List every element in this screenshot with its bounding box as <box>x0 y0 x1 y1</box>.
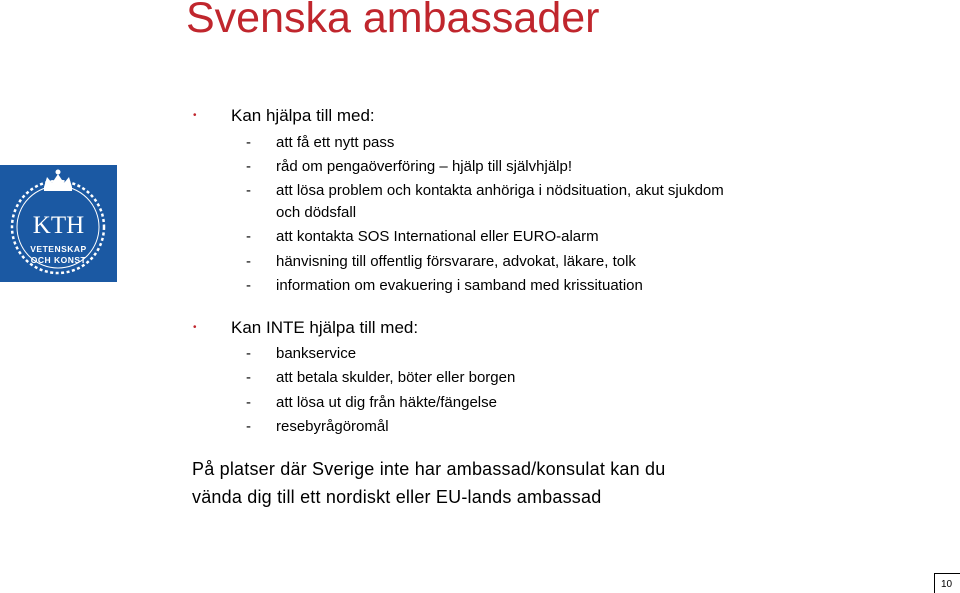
footer-line-2: vända dig till ett nordiskt eller EU-lands ambassad <box>192 487 602 507</box>
page-number: 10 <box>941 579 953 590</box>
logo-subtitle-1: VETENSKAP <box>30 244 87 254</box>
logo-subtitle-2: OCH KONST <box>30 255 87 265</box>
bullet-icon: • <box>193 110 197 121</box>
slide-title: Svenska ambassader <box>186 0 600 42</box>
bullet-icon: • <box>193 322 197 333</box>
kth-logo <box>0 165 117 282</box>
footer-line-1: På platser där Sverige inte har ambassad/konsulat kan du <box>192 459 666 479</box>
section-cannot-heading: Kan INTE hjälpa till med: <box>231 318 419 337</box>
section-can-heading: Kan hjälpa till med: <box>231 106 375 125</box>
logo-name: KTH <box>32 212 85 239</box>
